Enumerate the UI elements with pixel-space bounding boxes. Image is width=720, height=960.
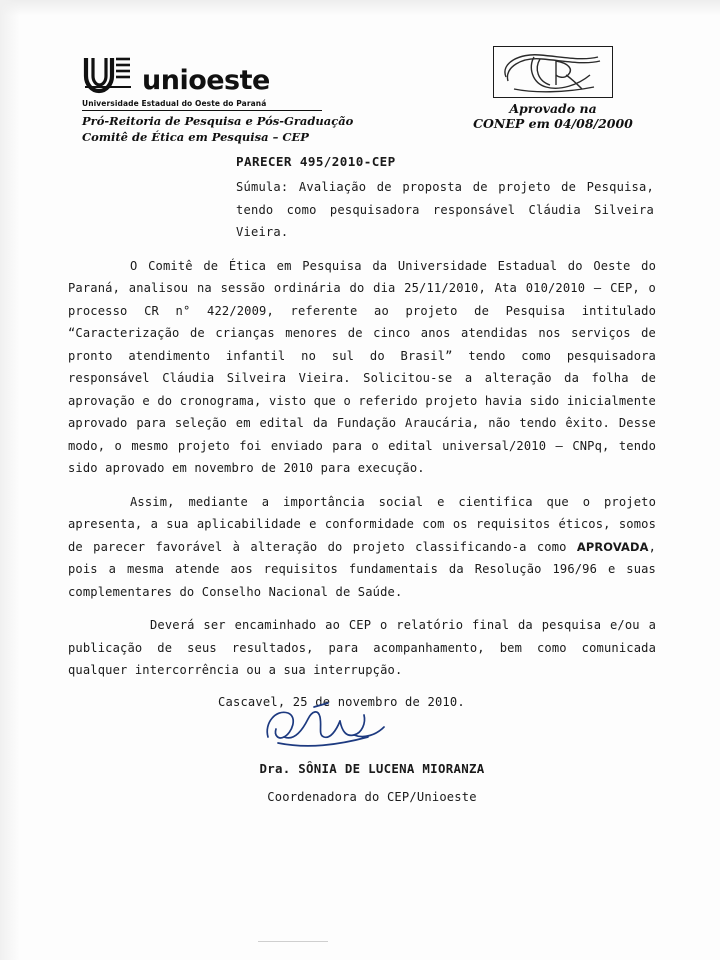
conep-approval-stamp bbox=[458, 46, 648, 131]
pro-reitoria-line: Pró-Reitoria de Pesquisa e Pós-Graduação bbox=[82, 114, 354, 128]
footer-scan-mark bbox=[258, 941, 328, 942]
paragraph-3: Deverá ser encaminhado ao CEP o relatório final da pesquisa e/ou a publicação de seus resultados, para acompanhamento, bem como comunicada qualquer intercorrência ou a sua interrupção. bbox=[68, 618, 656, 678]
header-divider bbox=[82, 110, 322, 111]
paragraph-2-before: Assim, mediante a importância social e cientifica que o projeto apresenta, a sua aplicabilidade e conformidade com os requisitos éticos, somos de parecer favorável à alteração do projeto classificando-a como bbox=[68, 494, 656, 554]
city-date-line: Cascavel, 25 de novembro de 2010. bbox=[218, 694, 465, 709]
stamp-line-1: Aprovado na bbox=[509, 101, 597, 116]
document-header bbox=[0, 46, 720, 156]
paragraph-2 bbox=[68, 491, 656, 603]
handwritten-signature-icon bbox=[258, 701, 408, 758]
comite-etica-line: Comitê de Ética em Pesquisa – CEP bbox=[82, 129, 309, 144]
paragraph-1: O Comitê de Ética em Pesquisa da Universidade Estadual do Oeste do Paraná, analisou na sessão ordinária do dia 25/11/2010, Ata 010/2010 – CEP, o processo CR n° 422/2009, referente ao projeto de Pesquisa intitulado “Caracterização de crianças menores de cinco anos atendidas nos serviços de pronto atendimento infantil no sul do Brasil” tendo como pesquisadora responsável Cláudia Silveira Vieira. Solicitou-se a alteração da folha de aprovação e do cronograma, visto que o referido projeto havia sido inicialmente aprovado para seleção em edital da Fundação Araucária, não tendo êxito. Desse modo, o mesmo projeto foi enviado para o edital universal/2010 – CNPq, tendo sido aprovado em novembro de 2010 para execução. bbox=[68, 258, 656, 476]
conep-stamp-mark-icon bbox=[493, 46, 613, 98]
sumula-paragraph: Súmula: Avaliação de proposta de projeto de Pesquisa, tendo como pesquisadora responsável Cláudia Silveira Vieira. bbox=[236, 180, 654, 240]
logo-wordmark: unioeste bbox=[142, 65, 270, 96]
stamp-line-2: CONEP em 04/08/2000 bbox=[473, 116, 633, 131]
approval-status-badge: APROVADA bbox=[576, 539, 649, 554]
page-title: PARECER 495/2010-CEP bbox=[236, 154, 396, 169]
signature-name: Dra. SÔNIA DE LUCENA MIORANZA bbox=[259, 761, 485, 777]
university-name: Universidade Estadual do Oeste do Paraná bbox=[82, 99, 267, 108]
scan-edge-top bbox=[0, 0, 720, 16]
signature-role: Coordenadora do CEP/Unioeste bbox=[267, 790, 477, 805]
paragraph-2-after: , pois a mesma atende aos requisitos fundamentais da Resolução 196/96 e suas complementares do Conselho Nacional de Saúde. bbox=[68, 539, 656, 599]
unioeste-logo-mark-icon bbox=[82, 56, 134, 96]
signature-block bbox=[68, 709, 656, 753]
institution-logo-block bbox=[82, 56, 412, 145]
document-body bbox=[68, 150, 656, 809]
